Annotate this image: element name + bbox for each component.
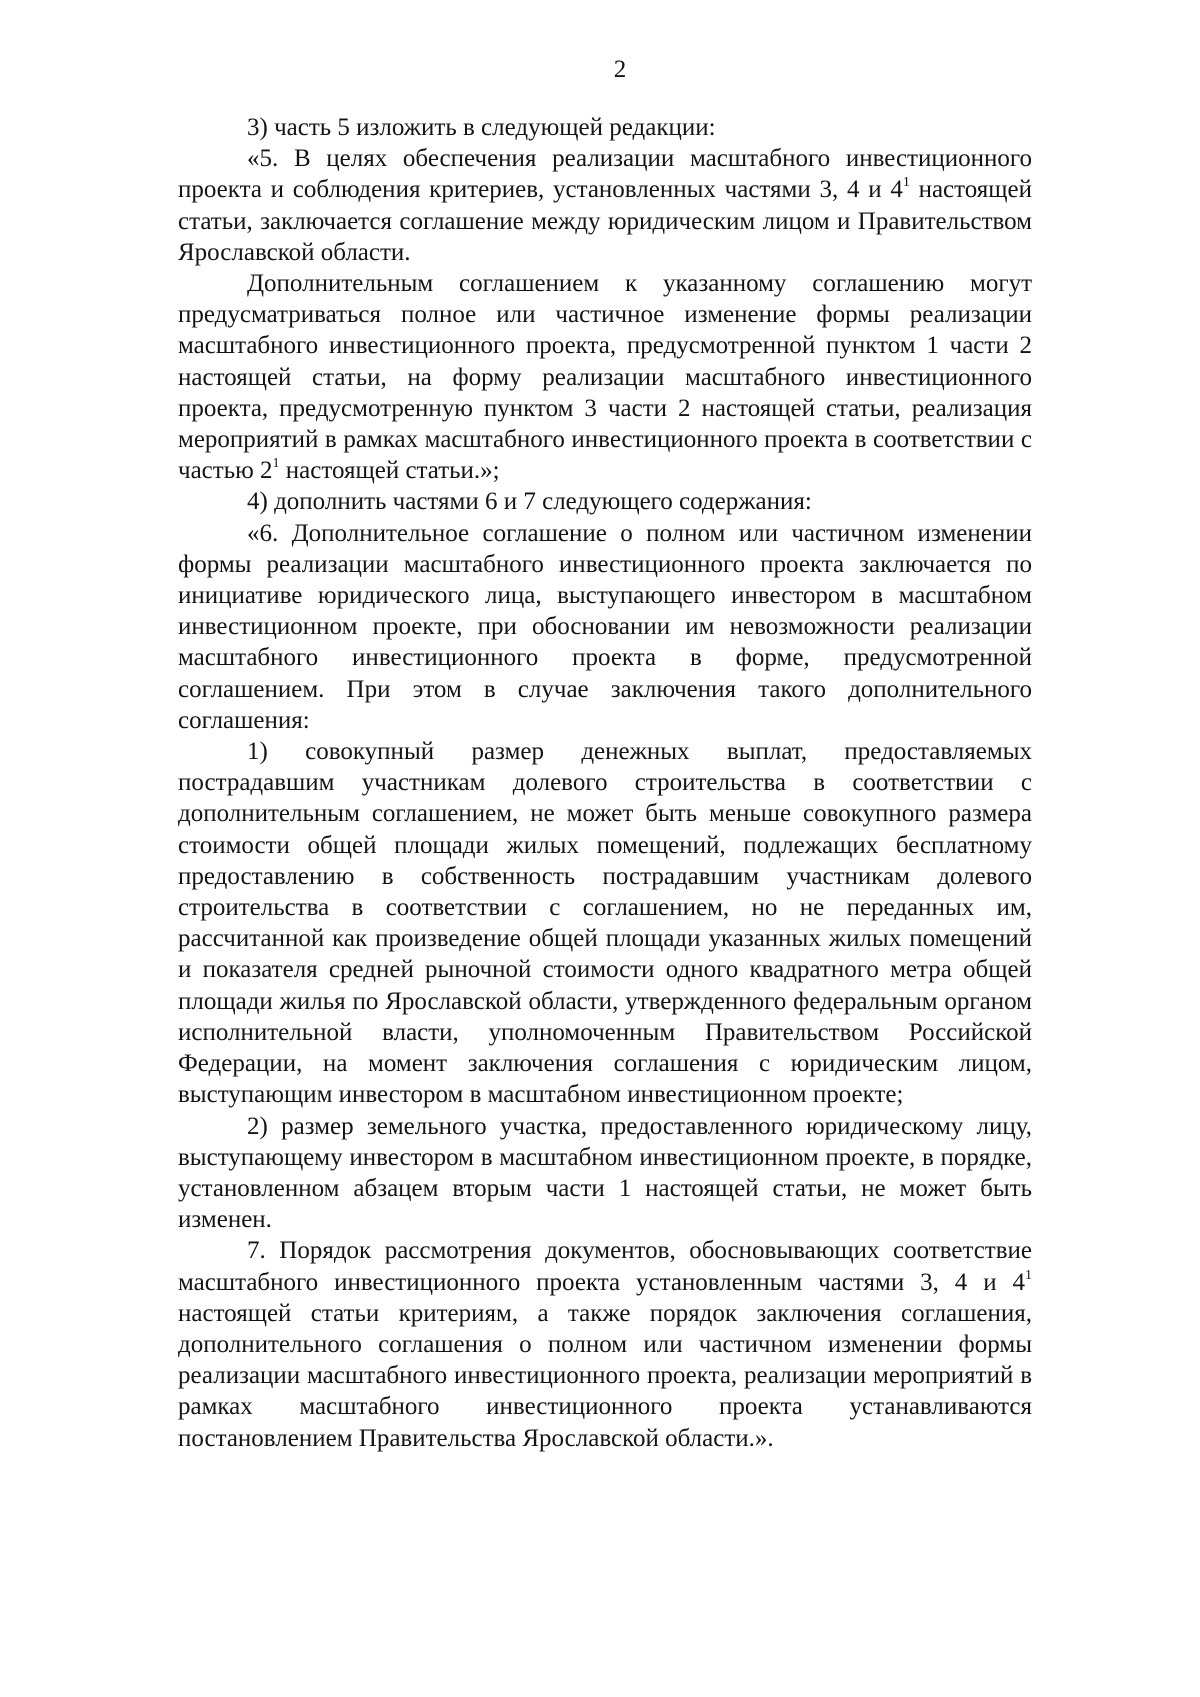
paragraph-text: 4) дополнить частями 6 и 7 следующего содержания: [247,488,812,516]
paragraph-text: 7. Порядок рассмотрения документов, обосновывающих соответствие масштабного инвестиционного проекта установленным частями 3, 4 и 4 [178,1237,1032,1296]
paragraph-subitem-2 [178,1111,1032,1236]
paragraph-part-7 [178,1235,1032,1453]
superscript: 1 [902,175,910,191]
paragraph-text: 3) часть 5 изложить в следующей редакции: [247,114,716,141]
paragraph-item-4 [178,486,1032,517]
paragraph-text: настоящей статьи, заключается соглашение между юридическим лицом и Правительством Ярославской области. [178,176,1032,266]
paragraph-item-3 [178,112,1032,143]
document-body [178,112,1032,1454]
paragraph-text: Дополнительным соглашением к указанному соглашению могут предусматриваться полное или частичное изменение формы реализации масштабного инвестиционного проекта, предусмотренной пунктом 1 части 2 настоящей статьи, на форму реализации масштабного инвестиционного проекта, предусмотренную пунктом 3 части 2 настоящей статьи, реализация мероприятий в рамках масштабного инвестиционного проекта в соответствии с частью 2 [178,270,1032,485]
superscript: 1 [1025,1267,1032,1283]
paragraph-text: «6. Дополнительное соглашение о полном или частичном изменении формы реализации масштабного инвестиционного проекта заключается по инициативе юридического лица, выступающего инвестором в масштабном инвестиционном проекте, при обосновании им невозможности реализации масштабного инвестиционного проекта в форме, предусмотренной соглашением. При этом в случае заключения такого дополнительного соглашения: [178,519,1032,734]
paragraph-part-5 [178,143,1032,268]
paragraph-text: 2) размер земельного участка, предоставленного юридическому лицу, выступающему инвестором в масштабном инвестиционном проекте, в порядке, установленном абзацем вторым части 1 настоящей статьи, не может быть изменен. [178,1112,1032,1234]
paragraph-text: 1) совокупный размер денежных выплат, предоставляемых пострадавшим участникам долевого строительства в соответствии с дополнительным соглашением, не может быть меньше совокупного размера стоимости общей площади жилых помещений, подлежащих бесплатному предоставлению в собственность пострадавшим участникам долевого строительства в соответствии с соглашением, но не переданных им, рассчитанной как произведение общей площади указанных жилых помещений и показателя средней рыночной стоимости одного квадратного метра общей площади жилья по Ярославской области, утвержденного федеральным органом исполнительной власти, уполномоченным Правительством Российской Федерации, на момент заключения соглашения с юридическим лицом, выступающим инвестором в масштабном инвестиционном проекте; [178,738,1032,1109]
paragraph-additional-agreement [178,268,1032,486]
paragraph-part-6 [178,518,1032,736]
paragraph-text: настоящей статьи.»; [279,457,500,485]
paragraph-subitem-1 [178,736,1032,1110]
superscript: 1 [272,456,280,472]
page-number: 2 [613,56,627,83]
paragraph-text: настоящей статьи критериям, а также порядок заключения соглашения, дополнительного соглашения о полном или частичном изменении формы реализации масштабного инвестиционного проекта, реализации мероприятий в рамках масштабного инвестиционного проекта устанавливаются постановлением Правительства Ярославской области.». [178,1299,1032,1452]
paragraph-text: «5. В целях обеспечения реализации масштабного инвестиционного проекта и соблюдения критериев, установленных частями 3, 4 и 4 [178,145,1032,204]
